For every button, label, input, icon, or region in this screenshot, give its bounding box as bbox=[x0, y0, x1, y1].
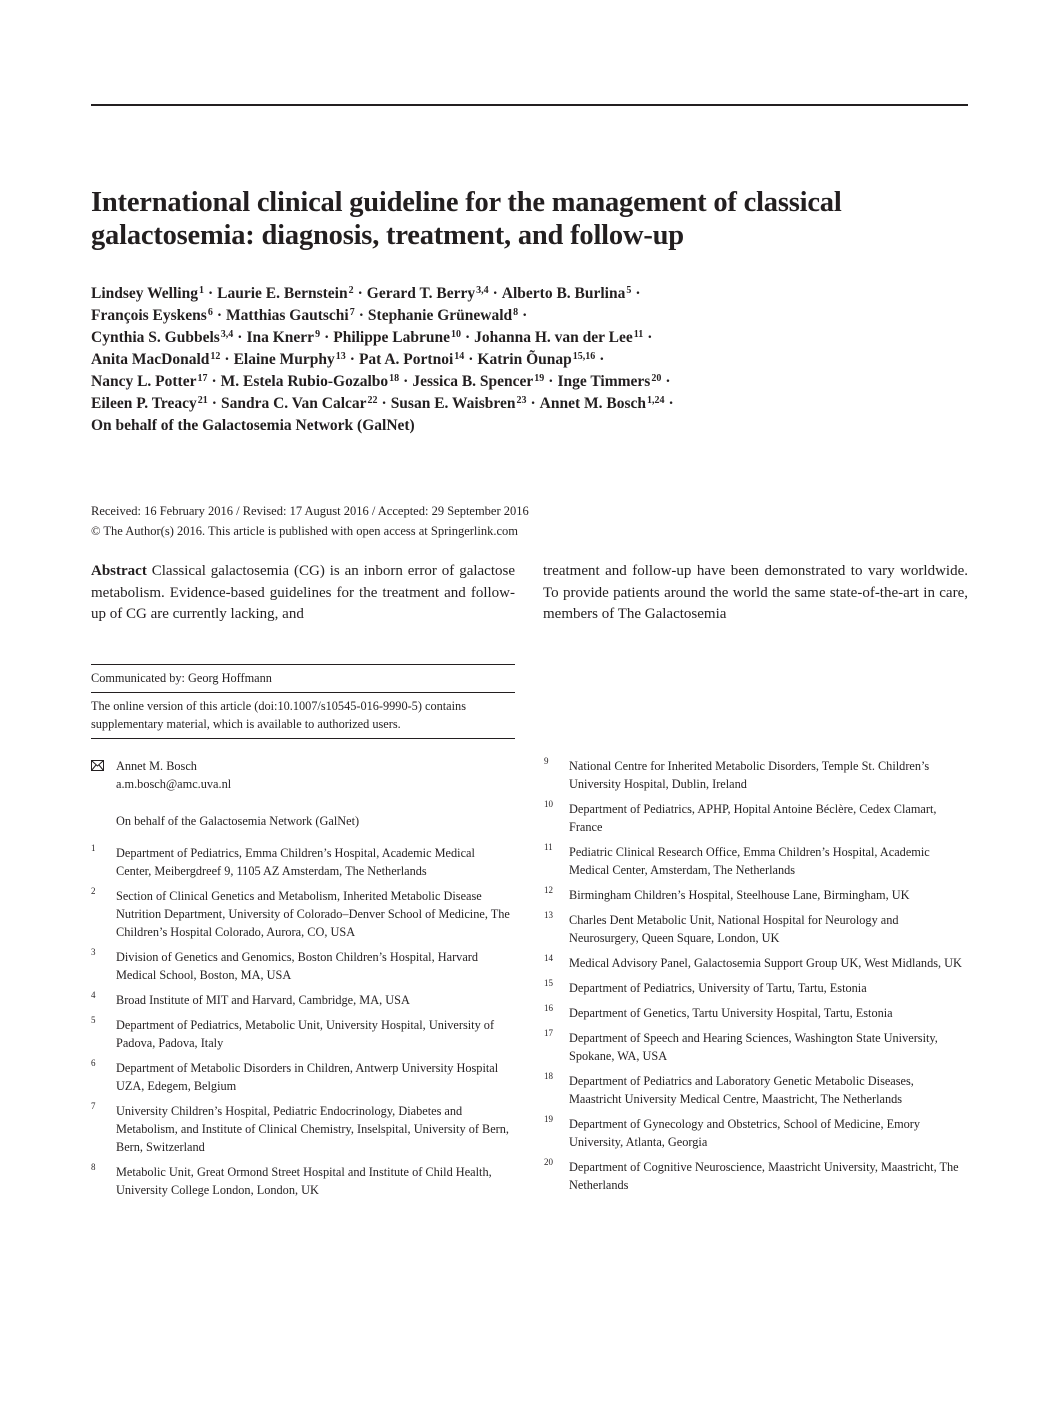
contact-on-behalf: On behalf of the Galactosemia Network (GalNet) bbox=[116, 814, 360, 828]
author-name[interactable]: Cynthia S. Gubbels bbox=[91, 329, 220, 346]
header-rule bbox=[91, 104, 968, 106]
affiliation-number: 7 bbox=[91, 1101, 96, 1111]
affiliation-item bbox=[91, 1059, 511, 1095]
affiliation-item bbox=[91, 887, 511, 941]
affiliation-item bbox=[544, 911, 964, 947]
affiliation-number: 9 bbox=[544, 756, 549, 766]
affiliation-item bbox=[544, 954, 964, 972]
author-name[interactable]: Annet M. Bosch bbox=[539, 395, 646, 412]
author-separator: · bbox=[492, 285, 498, 302]
article-history bbox=[91, 501, 971, 541]
author-name[interactable]: Lindsey Welling bbox=[91, 285, 198, 302]
author-name[interactable]: Susan E. Waisbren bbox=[390, 395, 516, 412]
abstract-left-column bbox=[91, 561, 515, 626]
affiliation-text: Medical Advisory Panel, Galactosemia Support Group UK, West Midlands, UK bbox=[569, 956, 962, 970]
affiliation-text: Department of Pediatrics, Metabolic Unit, University Hospital, University of Padova, Padova, Italy bbox=[116, 1018, 495, 1050]
affiliation-text: Metabolic Unit, Great Ormond Street Hospital and Institute of Child Health, University College London, London, UK bbox=[116, 1165, 492, 1197]
author-separator: · bbox=[211, 395, 217, 412]
affiliation-number: 13 bbox=[544, 910, 553, 920]
author-separator: · bbox=[403, 373, 409, 390]
author-name[interactable]: Philippe Labrune bbox=[333, 329, 450, 346]
affiliation-number: 20 bbox=[544, 1157, 553, 1167]
affiliation-number: 15 bbox=[544, 978, 553, 988]
author-name[interactable]: François Eyskens bbox=[91, 307, 207, 324]
author-affiliation-ref[interactable]: 21 bbox=[197, 395, 208, 406]
author-separator: · bbox=[237, 329, 243, 346]
author-separator: · bbox=[635, 285, 641, 302]
author-separator: · bbox=[224, 351, 230, 368]
author-name[interactable]: Anita MacDonald bbox=[91, 351, 210, 368]
affiliation-item bbox=[544, 886, 964, 904]
author-lines bbox=[91, 283, 971, 415]
author-line bbox=[91, 349, 971, 371]
author-name[interactable]: Ina Knerr bbox=[246, 329, 315, 346]
author-separator: · bbox=[665, 373, 671, 390]
affiliation-number: 10 bbox=[544, 799, 553, 809]
affiliation-text: University Children’s Hospital, Pediatric Endocrinology, Diabetes and Metabolism, and Institute of Clinical Chemistry, Inselspital, University of Bern, Bern, Switzerland bbox=[116, 1104, 509, 1154]
contact-name: Annet M. Bosch bbox=[116, 759, 197, 773]
affiliation-number: 16 bbox=[544, 1003, 553, 1013]
author-affiliation-ref[interactable]: 18 bbox=[389, 373, 400, 384]
affiliation-number: 14 bbox=[544, 953, 553, 963]
affiliation-number: 2 bbox=[91, 886, 96, 896]
affiliation-item bbox=[544, 757, 964, 793]
author-line bbox=[91, 327, 971, 349]
affiliation-text: Department of Speech and Hearing Sciences, Washington State University, Spokane, WA, USA bbox=[569, 1031, 938, 1063]
online-version-note: The online version of this article (doi:10.1007/s10545-016-9990-5) contains supplementary material, which is available to authorized users. bbox=[91, 699, 466, 731]
author-affiliation-ref[interactable]: 14 bbox=[454, 351, 465, 362]
abstract-label: Abstract bbox=[91, 563, 147, 579]
footnote-rule-bottom bbox=[91, 738, 515, 739]
author-separator: · bbox=[530, 395, 536, 412]
affiliation-list-left bbox=[91, 844, 511, 1199]
author-name[interactable]: Inge Timmers bbox=[557, 373, 651, 390]
abstract-right-column bbox=[543, 561, 968, 626]
footnote-rule-top bbox=[91, 664, 515, 665]
affiliation-item bbox=[91, 991, 511, 1009]
author-line bbox=[91, 393, 971, 415]
author-separator: · bbox=[324, 329, 330, 346]
author-affiliation-ref[interactable]: 3,4 bbox=[476, 285, 489, 296]
affiliation-list-right bbox=[544, 757, 964, 1194]
affiliation-number: 3 bbox=[91, 947, 96, 957]
copyright-line: © The Author(s) 2016. This article is published with open access at Springerlink.com bbox=[91, 524, 519, 538]
author-affiliation-ref[interactable]: 17 bbox=[197, 373, 208, 384]
author-on-behalf: On behalf of the Galactosemia Network (GalNet) bbox=[91, 417, 415, 434]
author-line bbox=[91, 305, 971, 327]
affiliation-text: Department of Pediatrics, APHP, Hopital Antoine Béclère, Cedex Clamart, France bbox=[569, 802, 937, 834]
author-affiliation-ref[interactable]: 11 bbox=[633, 329, 644, 340]
affiliation-text: Division of Genetics and Genomics, Boston Children’s Hospital, Harvard Medical School, Boston, MA, USA bbox=[116, 950, 479, 982]
affiliation-text: Department of Pediatrics, Emma Children’s Hospital, Academic Medical Center, Meibergdreef 9, 1105 AZ Amsterdam, The Netherlands bbox=[116, 846, 475, 878]
communicated-by: Communicated by: Georg Hoffmann bbox=[91, 671, 272, 685]
author-affiliation-ref[interactable]: 10 bbox=[450, 329, 461, 340]
author-separator: · bbox=[211, 373, 217, 390]
affiliation-item bbox=[544, 1115, 964, 1151]
affiliation-text: Broad Institute of MIT and Harvard, Cambridge, MA, USA bbox=[116, 993, 410, 1007]
affiliation-number: 4 bbox=[91, 990, 96, 1000]
author-affiliation-ref[interactable]: 13 bbox=[335, 351, 346, 362]
author-name[interactable]: Katrin Õunap bbox=[477, 351, 572, 368]
author-separator: · bbox=[599, 351, 605, 368]
author-separator: · bbox=[358, 307, 364, 324]
author-separator: · bbox=[522, 307, 528, 324]
author-name[interactable]: Sandra C. Van Calcar bbox=[220, 395, 367, 412]
author-affiliation-ref[interactable]: 12 bbox=[210, 351, 221, 362]
author-affiliation-ref[interactable]: 19 bbox=[534, 373, 545, 384]
author-affiliation-ref[interactable]: 8 bbox=[513, 307, 519, 318]
author-name[interactable]: Pat A. Portnoi bbox=[358, 351, 454, 368]
article-title: International clinical guideline for the management of classical galactosemia: diagnosis, treatment, and follow-up bbox=[91, 187, 842, 251]
affiliation-item bbox=[544, 800, 964, 836]
abstract-text-right: treatment and follow-up have been demonstrated to vary worldwide. To provide patients around the world the same state-of-the-art in care, members of The Galactosemia bbox=[543, 563, 968, 622]
author-affiliation-ref[interactable]: 22 bbox=[367, 395, 378, 406]
author-name[interactable]: Stephanie Grünewald bbox=[367, 307, 513, 324]
author-separator: · bbox=[207, 285, 214, 302]
affiliation-item bbox=[91, 844, 511, 880]
author-name[interactable]: Jessica B. Spencer bbox=[412, 373, 534, 390]
affiliation-number: 6 bbox=[91, 1058, 96, 1068]
author-separator: · bbox=[357, 285, 363, 302]
affiliation-text: Department of Metabolic Disorders in Children, Antwerp University Hospital UZA, Edegem, Belgium bbox=[116, 1061, 499, 1093]
author-name[interactable]: Laurie E. Bernstein bbox=[217, 285, 348, 302]
author-separator: · bbox=[548, 373, 554, 390]
affiliation-text: Charles Dent Metabolic Unit, National Hospital for Neurology and Neurosurgery, Queen Square, London, UK bbox=[569, 913, 899, 945]
affiliation-text: Department of Pediatrics, University of Tartu, Tartu, Estonia bbox=[569, 981, 867, 995]
corresponding-author bbox=[91, 757, 511, 830]
affiliation-text: Department of Genetics, Tartu University Hospital, Tartu, Estonia bbox=[569, 1006, 893, 1020]
author-affiliation-ref[interactable]: 7 bbox=[349, 307, 355, 318]
contact-email[interactable]: a.m.bosch@amc.uva.nl bbox=[116, 777, 232, 791]
received-revised-accepted: Received: 16 February 2016 / Revised: 17 August 2016 / Accepted: 29 September 2016 bbox=[91, 504, 529, 518]
affiliations-left-column bbox=[91, 757, 511, 1206]
author-name[interactable]: Johanna H. van der Lee bbox=[474, 329, 633, 346]
author-separator: · bbox=[381, 395, 387, 412]
affiliations-right-column bbox=[544, 757, 964, 1201]
author-name[interactable]: Eileen P. Treacy bbox=[91, 395, 197, 412]
affiliation-text: Birmingham Children’s Hospital, Steelhouse Lane, Birmingham, UK bbox=[569, 888, 910, 902]
author-name[interactable]: Nancy L. Potter bbox=[91, 373, 197, 390]
author-name[interactable]: Elaine Murphy bbox=[233, 351, 335, 368]
author-affiliation-ref[interactable]: 3,4 bbox=[220, 329, 234, 340]
author-affiliation-ref[interactable]: 20 bbox=[651, 373, 662, 384]
affiliation-number: 12 bbox=[544, 885, 553, 895]
author-affiliation-ref[interactable]: 23 bbox=[516, 395, 527, 406]
affiliation-text: Department of Pediatrics and Laboratory Genetic Metabolic Diseases, Maastricht University Medical Centre, Maastricht, The Netherlands bbox=[569, 1074, 914, 1106]
affiliation-number: 17 bbox=[544, 1028, 553, 1038]
author-affiliation-ref[interactable]: 15,16 bbox=[572, 351, 596, 362]
affiliation-item bbox=[544, 979, 964, 997]
author-separator: · bbox=[468, 351, 474, 368]
author-separator: · bbox=[647, 329, 653, 346]
envelope-icon bbox=[91, 760, 104, 771]
affiliation-item bbox=[91, 948, 511, 984]
author-affiliation-ref[interactable]: 9 bbox=[315, 329, 321, 340]
abstract-text-left: Classical galactosemia (CG) is an inborn error of galactose metabolism. Evidence-based guidelines for the treatment and follow-up of CG are currently lacking, and bbox=[91, 563, 516, 622]
author-affiliation-ref[interactable]: 6 bbox=[207, 307, 213, 318]
affiliation-text: Pediatric Clinical Research Office, Emma Children’s Hospital, Academic Medical Center, Amsterdam, The Netherlands bbox=[569, 845, 930, 877]
affiliation-item bbox=[544, 1158, 964, 1194]
author-name[interactable]: Alberto B. Burlina bbox=[501, 285, 626, 302]
footnote-rule-middle bbox=[91, 692, 515, 693]
affiliation-item bbox=[91, 1102, 511, 1156]
affiliation-item bbox=[91, 1163, 511, 1199]
author-affiliation-ref[interactable]: 5 bbox=[626, 285, 632, 296]
author-separator: · bbox=[668, 395, 674, 412]
affiliation-text: Department of Cognitive Neuroscience, Maastricht University, Maastricht, The Netherlands bbox=[569, 1160, 959, 1192]
affiliation-number: 18 bbox=[544, 1071, 553, 1081]
author-affiliation-ref[interactable]: 2 bbox=[348, 285, 354, 296]
author-affiliation-ref[interactable]: 1 bbox=[198, 285, 204, 296]
affiliation-number: 8 bbox=[91, 1162, 96, 1172]
author-name[interactable]: Gerard T. Berry bbox=[366, 285, 476, 302]
affiliation-number: 1 bbox=[91, 843, 96, 853]
affiliation-text: National Centre for Inherited Metabolic Disorders, Temple St. Children’s University Hospital, Dublin, Ireland bbox=[569, 759, 930, 791]
affiliation-item bbox=[544, 1029, 964, 1065]
affiliation-item bbox=[91, 1016, 511, 1052]
affiliation-text: Section of Clinical Genetics and Metabolism, Inherited Metabolic Disease Nutrition Department, University of Colorado–Denver School of Medicine, The Children’s Hospital Colorado, Aurora, CO, USA bbox=[116, 889, 510, 939]
affiliation-number: 5 bbox=[91, 1015, 96, 1025]
affiliation-text: Department of Gynecology and Obstetrics, School of Medicine, Emory University, Atlanta, Georgia bbox=[569, 1117, 921, 1149]
author-name[interactable]: Matthias Gautschi bbox=[226, 307, 349, 324]
author-line bbox=[91, 371, 971, 393]
author-name[interactable]: M. Estela Rubio-Gozalbo bbox=[220, 373, 389, 390]
author-separator: · bbox=[464, 329, 471, 346]
author-separator: · bbox=[216, 307, 223, 324]
affiliation-item bbox=[544, 1072, 964, 1108]
author-list bbox=[91, 283, 971, 437]
affiliation-item bbox=[544, 843, 964, 879]
author-affiliation-ref[interactable]: 1,24 bbox=[647, 395, 665, 406]
author-line bbox=[91, 283, 971, 305]
affiliation-number: 11 bbox=[544, 842, 553, 852]
affiliation-number: 19 bbox=[544, 1114, 553, 1124]
affiliation-item bbox=[544, 1004, 964, 1022]
author-separator: · bbox=[349, 351, 355, 368]
